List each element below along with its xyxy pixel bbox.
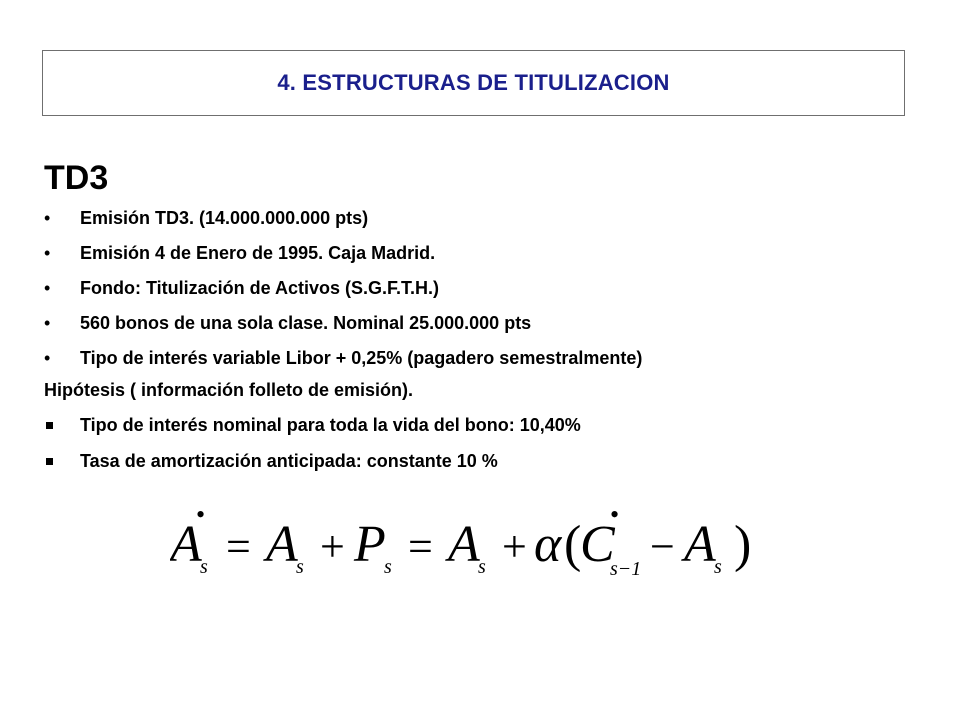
bullet-marker: • bbox=[44, 348, 51, 368]
formula-operator: = bbox=[226, 522, 251, 571]
list-item-text: Emisión TD3. (14.000.000.000 pts) bbox=[80, 208, 369, 228]
formula-subscript: s−1 bbox=[610, 558, 642, 580]
formula-operator: + bbox=[320, 522, 345, 571]
title-box bbox=[42, 50, 905, 116]
formula-symbol-a: A bbox=[684, 516, 716, 573]
bullet-marker: • bbox=[44, 208, 51, 228]
list-item bbox=[44, 238, 924, 273]
formula-operator: − bbox=[650, 522, 675, 571]
formula-paren: ) bbox=[734, 516, 752, 573]
formula-subscript: s bbox=[200, 556, 208, 578]
formula-operator: + bbox=[502, 522, 527, 571]
formula-subscript: s bbox=[478, 556, 486, 578]
formula-symbol-a: A bbox=[170, 516, 202, 573]
list-item-text: Tipo de interés nominal para toda la vida del bono: 10,40% bbox=[80, 415, 581, 435]
formula-subscript: s bbox=[384, 556, 392, 578]
formula-subscript: s bbox=[714, 556, 722, 578]
square-bullet-icon bbox=[46, 458, 53, 465]
hypothesis-heading: Hipótesis ( información folleto de emisión). bbox=[44, 380, 414, 400]
formula-dot: • bbox=[196, 505, 206, 529]
list-item bbox=[44, 308, 924, 343]
formula-subscript: s bbox=[296, 556, 304, 578]
bullet-marker: • bbox=[44, 313, 51, 333]
formula-paren: ( bbox=[564, 516, 582, 573]
list-item bbox=[44, 446, 581, 482]
list-item-text: Tasa de amortización anticipada: constante 10 % bbox=[80, 451, 498, 471]
list-item-text: 560 bonos de una sola clase. Nominal 25.000.000 pts bbox=[80, 313, 532, 333]
bullet-marker: • bbox=[44, 243, 51, 263]
formula-symbol-c: C bbox=[580, 516, 615, 573]
list-item bbox=[44, 343, 924, 378]
formula bbox=[170, 505, 760, 585]
formula-operator: = bbox=[408, 522, 433, 571]
formula-symbol-a: A bbox=[266, 516, 298, 573]
section-heading: TD3 bbox=[44, 159, 109, 197]
bullet-marker: • bbox=[44, 278, 51, 298]
hypothesis-list bbox=[44, 410, 581, 482]
formula-symbol-a: A bbox=[448, 516, 480, 573]
formula-dot: • bbox=[610, 505, 620, 529]
list-item bbox=[44, 273, 924, 308]
list-item-text: Tipo de interés variable Libor + 0,25% (pagadero semestralmente) bbox=[80, 348, 643, 368]
bullet-list bbox=[44, 203, 924, 378]
formula-symbol-p: P bbox=[354, 516, 386, 573]
formula-symbol-alpha: α bbox=[534, 516, 562, 573]
list-item bbox=[44, 203, 924, 238]
slide-title: 4. ESTRUCTURAS DE TITULIZACION bbox=[277, 70, 670, 95]
list-item bbox=[44, 410, 581, 446]
list-item-text: Fondo: Titulización de Activos (S.G.F.T.H.) bbox=[80, 278, 440, 298]
list-item-text: Emisión 4 de Enero de 1995. Caja Madrid. bbox=[80, 243, 436, 263]
square-bullet-icon bbox=[46, 422, 53, 429]
